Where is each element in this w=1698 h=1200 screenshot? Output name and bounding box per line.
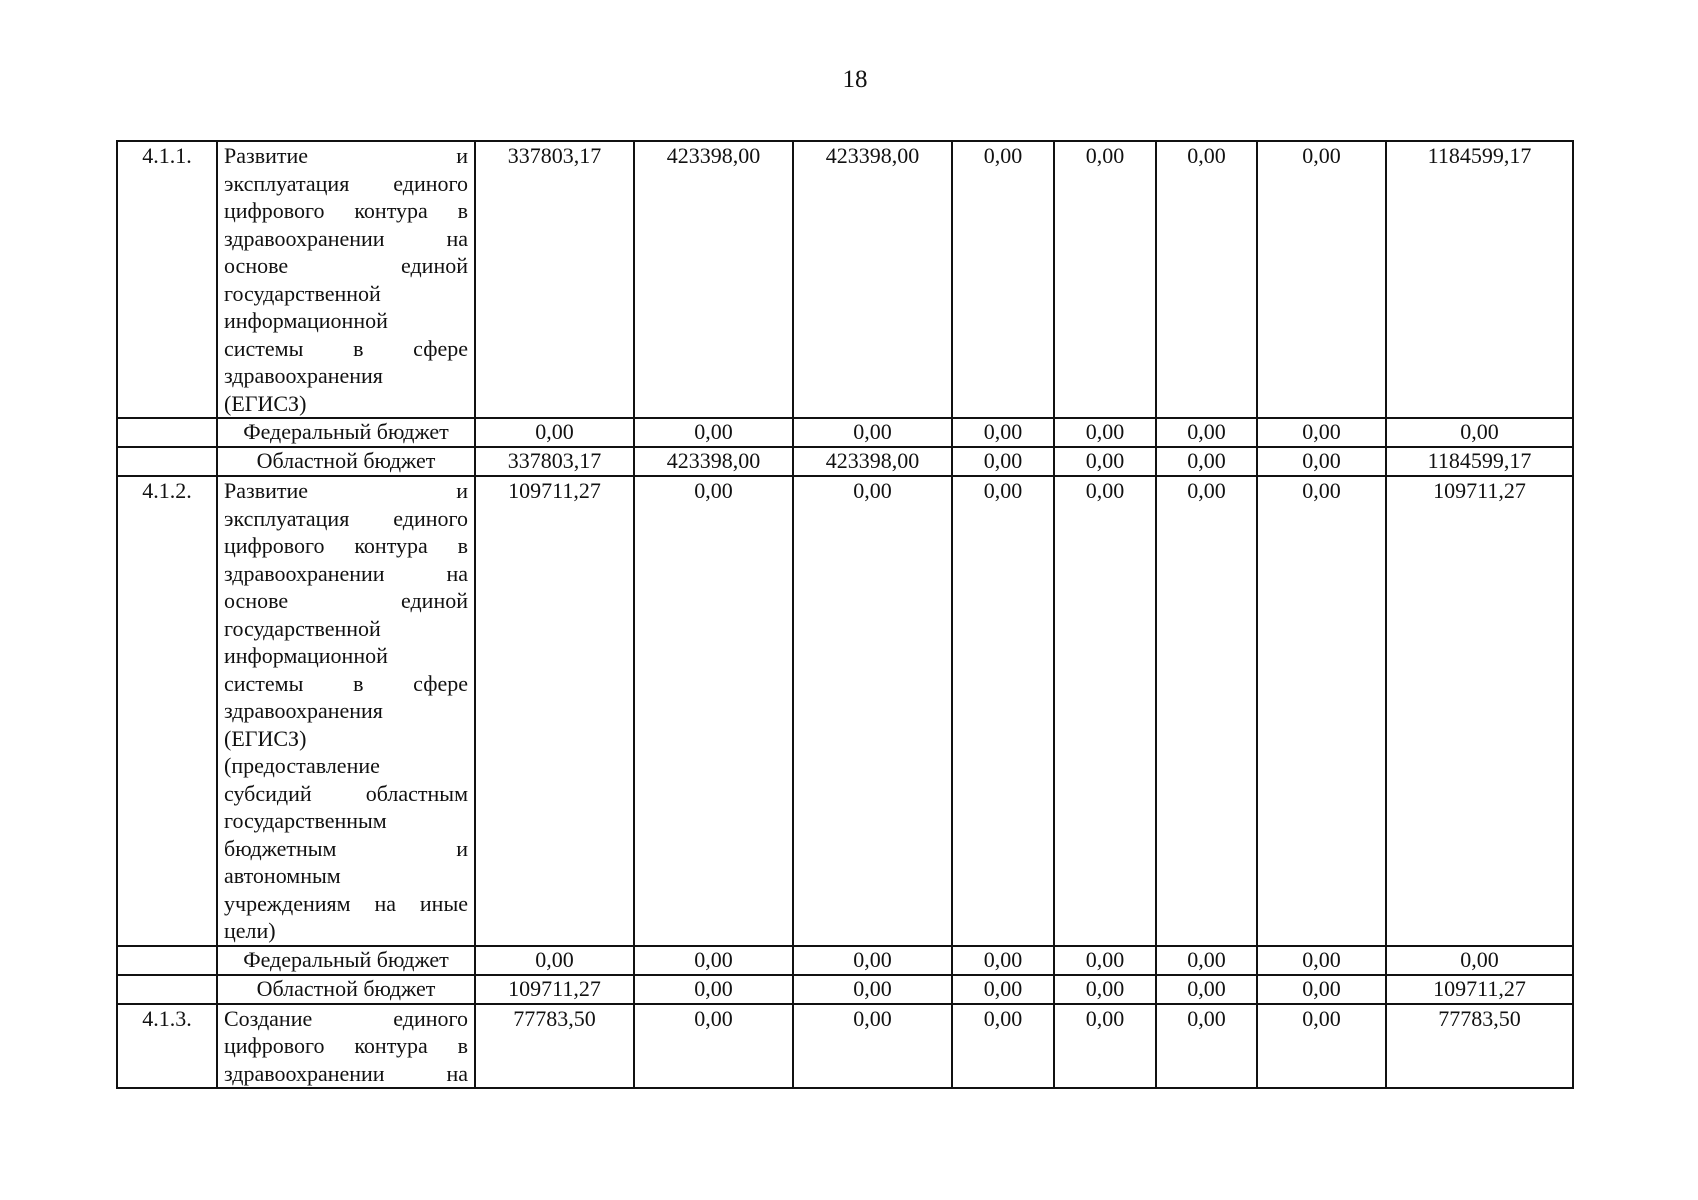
amount-cell: 0,00 [952,476,1054,946]
item-name-line [224,170,468,198]
funding-source-row [117,447,1573,476]
item-name-line [224,780,468,808]
amount-cell: 109711,27 [475,476,634,946]
amount-cell: 0,00 [1257,418,1386,447]
item-name-line [224,835,468,863]
item-name-line [224,1005,468,1033]
amount-cell: 109711,27 [475,975,634,1004]
amount-cell: 0,00 [1054,946,1156,975]
item-name-line [224,642,468,670]
amount-cell: 0,00 [634,418,793,447]
amount-cell: 0,00 [1156,946,1257,975]
funding-source-row [117,418,1573,447]
item-name-word: государственной [224,280,381,306]
item-name-word: (ЕГИСЗ) [224,725,307,751]
item-name-line [224,1032,468,1060]
item-name-word: в [457,198,468,223]
item-name-line [224,225,468,253]
item-name-line [224,362,468,390]
item-name-word: контура [354,198,428,223]
item-name-word: сфере [413,335,468,361]
amount-cell: 0,00 [952,1004,1054,1089]
amount-cell: 0,00 [1156,975,1257,1004]
amount-cell: 0,00 [1156,1004,1257,1089]
item-name-word: на [446,1060,468,1086]
amount-cell: 77783,50 [475,1004,634,1089]
item-name-word: контура [354,1033,428,1058]
item-name-word: иные [419,890,468,916]
table-row [117,476,1573,946]
item-name-word: в [353,670,364,696]
item-name-word: в [457,1033,468,1058]
item-name-line [224,197,468,225]
funding-source-row [117,975,1573,1004]
amount-cell: 0,00 [1054,476,1156,946]
item-name-cell [217,1004,475,1089]
budget-table [116,140,1574,1089]
amount-cell: 0,00 [1054,447,1156,476]
item-name-line [224,725,468,753]
amount-cell: 0,00 [952,946,1054,975]
item-name-word: (предоставление [224,753,380,778]
item-name-word: цифрового [224,533,325,558]
amount-cell: 0,00 [475,946,634,975]
item-name-line [224,615,468,643]
funding-source-name: Областной бюджет [217,975,475,1004]
amount-cell: 0,00 [1156,418,1257,447]
item-name-word: Развитие [224,478,309,503]
amount-cell: 0,00 [634,1004,793,1089]
item-name-word: в [353,335,364,361]
item-name-line [224,560,468,588]
amount-cell: 0,00 [1257,946,1386,975]
item-name-word: на [374,890,397,916]
amount-cell: 1184599,17 [1386,141,1573,418]
funding-source-name: Федеральный бюджет [217,946,475,975]
item-name-line [224,477,468,505]
item-name-word: системы [224,670,304,696]
funding-source-name: Федеральный бюджет [217,418,475,447]
item-name-word: автономным [224,863,341,888]
item-name-word: единого [393,505,468,531]
item-name-word: контура [354,533,428,558]
amount-cell: 109711,27 [1386,975,1573,1004]
amount-cell: 0,00 [952,418,1054,447]
item-name-line [224,1060,468,1088]
amount-cell: 0,00 [952,141,1054,418]
amount-cell: 0,00 [634,946,793,975]
item-name-line [224,505,468,533]
item-name-word: эксплуатация [224,170,350,196]
item-name-word: единой [401,588,468,613]
item-name-word: основе [224,588,289,613]
item-name-word: здравоохранения [224,363,383,388]
item-name-word: информационной [224,643,388,668]
amount-cell: 0,00 [793,946,952,975]
item-number-cell [117,418,217,447]
item-name-cell [217,141,475,418]
amount-cell: 0,00 [1156,141,1257,418]
item-name-word: единого [393,1005,468,1031]
item-name-word: на [446,225,468,251]
item-number-cell [117,946,217,975]
item-name-word: областным [365,780,468,806]
amount-cell: 0,00 [793,1004,952,1089]
amount-cell: 0,00 [1156,476,1257,946]
amount-cell: 0,00 [1257,141,1386,418]
amount-cell: 0,00 [1257,975,1386,1004]
item-name-word: основе [224,253,289,278]
amount-cell: 0,00 [793,975,952,1004]
item-name-line [224,307,468,335]
item-name-word: учреждениям [224,890,351,916]
item-name-word: единой [401,253,468,278]
item-name-line [224,390,468,418]
item-name-word: цифрового [224,198,325,223]
item-number-cell: 4.1.2. [117,476,217,946]
item-name-word: цели) [224,918,276,943]
amount-cell: 0,00 [952,447,1054,476]
amount-cell: 423398,00 [793,141,952,418]
item-name-word: (ЕГИСЗ) [224,390,307,416]
item-name-word: бюджетным [224,835,337,861]
item-name-line [224,587,468,615]
amount-cell: 423398,00 [634,447,793,476]
amount-cell: 0,00 [952,975,1054,1004]
item-name-word: субсидий [224,780,312,806]
amount-cell: 0,00 [1054,975,1156,1004]
amount-cell: 0,00 [1054,141,1156,418]
table-row [117,1004,1573,1089]
item-name-line [224,752,468,780]
item-name-word: здравоохранения [224,698,383,723]
amount-cell: 109711,27 [1386,476,1573,946]
page-number: 18 [842,66,868,93]
amount-cell: 0,00 [634,476,793,946]
amount-cell: 0,00 [1156,447,1257,476]
table-row [117,141,1573,418]
item-number-cell: 4.1.3. [117,1004,217,1089]
item-name-line [224,917,468,945]
amount-cell: 0,00 [1257,1004,1386,1089]
item-name-word: здравоохранении [224,560,385,586]
item-name-word: системы [224,335,304,361]
amount-cell: 0,00 [1257,476,1386,946]
item-name-line [224,280,468,308]
amount-cell: 0,00 [793,418,952,447]
item-name-word: и [456,143,468,168]
item-name-word: Развитие [224,143,309,168]
item-name-word: информационной [224,308,388,333]
item-name-line [224,890,468,918]
item-name-line [224,142,468,170]
item-name-line [224,335,468,363]
item-name-cell [217,476,475,946]
item-name-word: эксплуатация [224,505,350,531]
funding-source-name: Областной бюджет [217,447,475,476]
amount-cell: 337803,17 [475,447,634,476]
amount-cell: 0,00 [475,418,634,447]
amount-cell: 0,00 [1054,418,1156,447]
item-name-word: государственным [224,808,387,833]
amount-cell: 0,00 [793,476,952,946]
item-name-word: в [457,533,468,558]
item-name-word: цифрового [224,1033,325,1058]
amount-cell: 337803,17 [475,141,634,418]
amount-cell: 0,00 [1257,447,1386,476]
item-name-word: единого [393,170,468,196]
item-name-line [224,697,468,725]
item-name-line [224,532,468,560]
item-name-line [224,862,468,890]
amount-cell: 0,00 [1054,1004,1156,1089]
item-name-word: на [446,560,468,586]
item-number-cell: 4.1.1. [117,141,217,418]
amount-cell: 0,00 [1386,946,1573,975]
item-name-word: государственной [224,615,381,641]
item-number-cell [117,447,217,476]
amount-cell: 0,00 [1386,418,1573,447]
item-name-word: Создание [224,1005,313,1031]
item-name-word: здравоохранении [224,1060,385,1086]
item-name-word: и [456,478,468,503]
amount-cell: 423398,00 [793,447,952,476]
item-name-line [224,252,468,280]
item-name-line [224,670,468,698]
item-number-cell [117,975,217,1004]
item-name-line [224,807,468,835]
amount-cell: 423398,00 [634,141,793,418]
item-name-word: и [456,835,468,861]
item-name-word: здравоохранении [224,225,385,251]
funding-source-row [117,946,1573,975]
item-name-word: сфере [413,670,468,696]
amount-cell: 1184599,17 [1386,447,1573,476]
amount-cell: 77783,50 [1386,1004,1573,1089]
amount-cell: 0,00 [634,975,793,1004]
